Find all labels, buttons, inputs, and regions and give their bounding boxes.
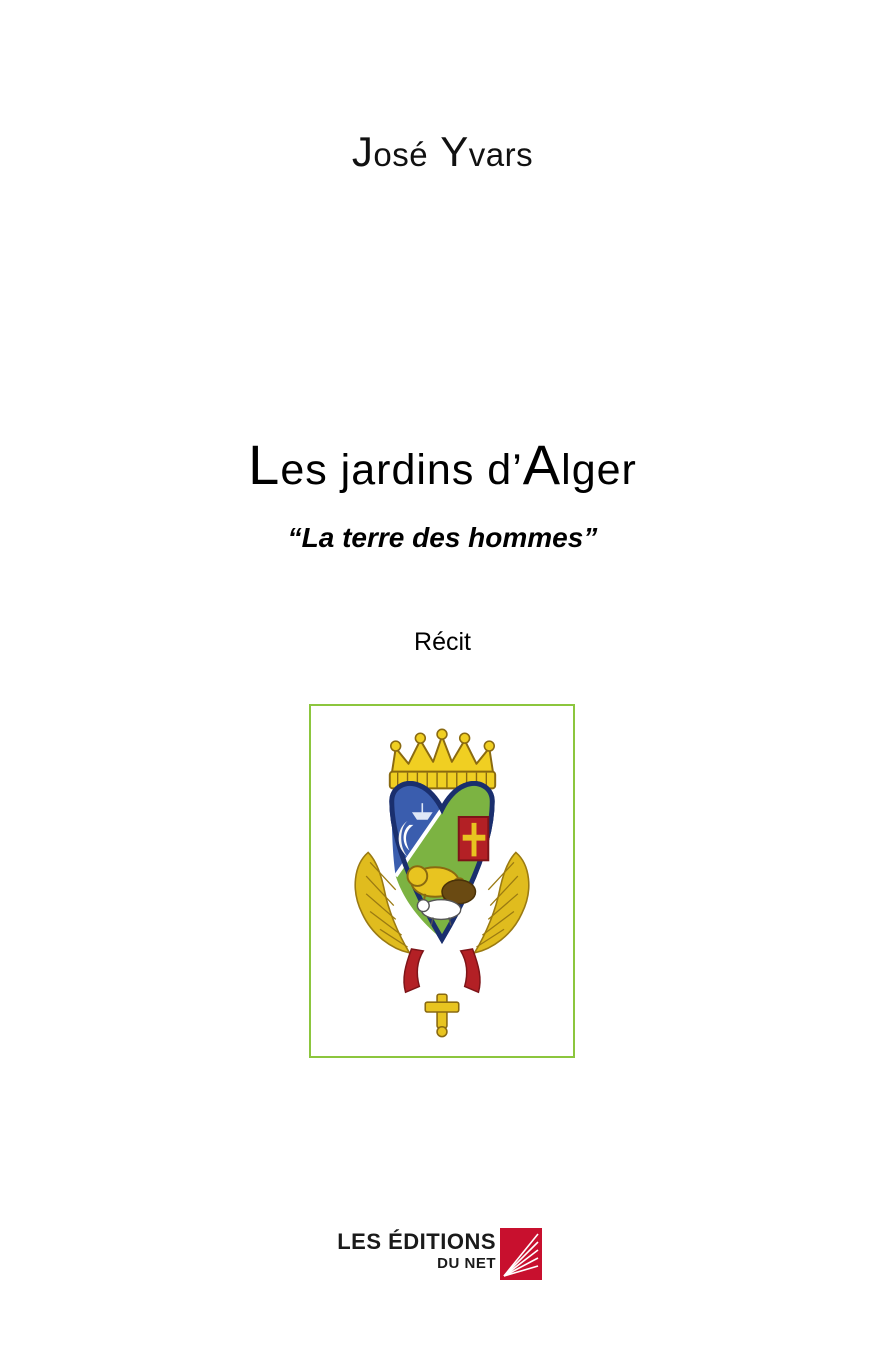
author-firstname-rest: osé [373,136,429,173]
book-title [0,432,885,497]
author-lastname-rest: vars [468,136,534,173]
author-spacer [428,128,440,175]
publisher-logo [337,1228,542,1290]
author-initial-first: J [351,128,374,175]
publisher-line-1: LES ÉDITIONS [337,1229,496,1254]
cover-illustration-frame [309,704,575,1058]
author-initial-last: Y [440,128,469,175]
book-subtitle: “La terre des hommes” [287,522,598,553]
coat-of-arms-icon [311,706,573,1056]
author-name [0,128,885,176]
title-rest-2: lger [561,446,637,494]
title-apostrophe: ’ [512,446,523,494]
publisher-name [337,1230,496,1272]
title-initial-1: L [248,433,281,496]
publisher-mark-icon [500,1228,542,1280]
title-initial-2: A [522,433,562,496]
title-rest-1: es jardins d [280,446,513,494]
publisher-line-2: DU NET [437,1254,496,1272]
book-genre: Récit [414,628,471,656]
